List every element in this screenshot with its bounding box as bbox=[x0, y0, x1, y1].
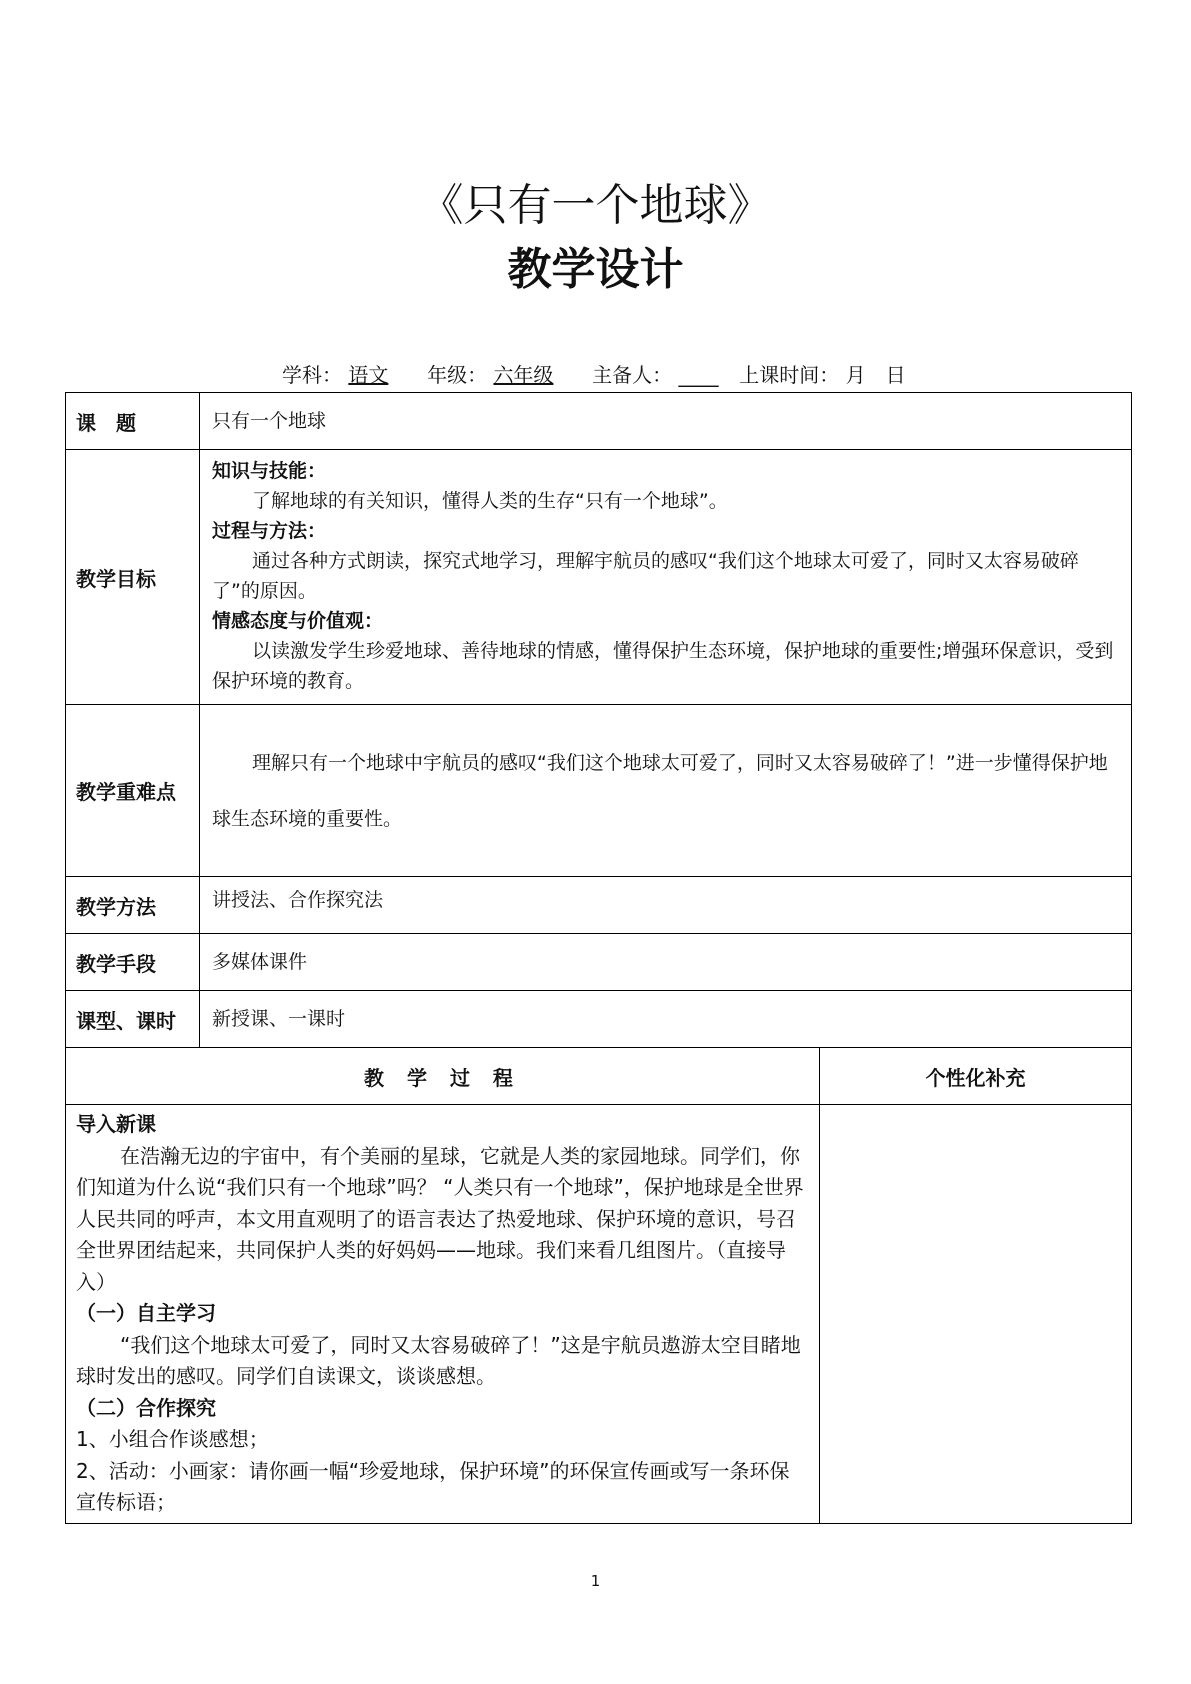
means-label: 教学手段 bbox=[66, 934, 200, 991]
meta-line bbox=[282, 361, 906, 389]
intro-title: 导入新课 bbox=[76, 1112, 156, 1136]
process-title: 过程与方法： bbox=[212, 520, 327, 542]
lesson-plan-table bbox=[65, 392, 1132, 1524]
coop-item-2: 2、活动：小画家：请你画一幅“珍爱地球，保护环境”的环保宣传画或写一条环保宣传标语； bbox=[76, 1458, 790, 1514]
supplement-header: 个性化补充 bbox=[820, 1048, 1132, 1105]
self-study-text: “我们这个地球太可爱了，同时又太容易破碎了！”这是宇航员遨游太空目睹地球时发出的感叹。同学们自读课文，谈谈感想。 bbox=[76, 1332, 801, 1388]
grade-value: 六年级 bbox=[493, 363, 554, 387]
process-header: 教 学 过 程 bbox=[66, 1048, 820, 1105]
coop-title: （二）合作探究 bbox=[76, 1395, 216, 1420]
topic-value: 只有一个地球 bbox=[200, 393, 1132, 450]
knowledge-text: 了解地球的有关知识，懂得人类的生存“只有一个地球”。 bbox=[252, 490, 728, 512]
preparer-value: ____ bbox=[678, 363, 719, 387]
subject-label: 学科： bbox=[282, 363, 342, 387]
grade-label: 年级： bbox=[427, 363, 488, 387]
subject-value: 语文 bbox=[348, 363, 389, 387]
knowledge-title: 知识与技能： bbox=[212, 460, 327, 482]
type-value: 新授课、一课时 bbox=[200, 991, 1132, 1048]
self-study-title: （一）自主学习 bbox=[76, 1301, 216, 1325]
row-process-body bbox=[66, 1105, 1132, 1524]
topic-label: 课 题 bbox=[66, 393, 200, 450]
method-value: 讲授法、合作探究法 bbox=[200, 877, 1132, 934]
time-value: 月 日 bbox=[845, 363, 906, 387]
page-number: 1 bbox=[590, 1572, 601, 1590]
row-topic bbox=[66, 393, 1132, 450]
supplement-cell bbox=[820, 1105, 1132, 1524]
key-points-label: 教学重难点 bbox=[66, 705, 200, 877]
document-title: 《只有一个地球》 bbox=[419, 180, 772, 231]
row-key-points bbox=[66, 705, 1132, 877]
intro-text: 在浩瀚无边的宇宙中，有个美丽的星球，它就是人类的家园地球。同学们，你们知道为什么说“我们只有一个地球”吗？ “人类只有一个地球”，保护地球是全世界人民共同的呼声，本文用直观明了的语言表达了热爱地球、保护环境的意识，号召全世界团结起来，共同保护人类的好妈妈——地球。我们来看几组图片。（直接导入） bbox=[76, 1143, 804, 1294]
method-label: 教学方法 bbox=[66, 877, 200, 934]
row-method bbox=[66, 877, 1132, 934]
time-label: 上课时间： bbox=[739, 363, 840, 387]
type-label: 课型、课时 bbox=[66, 991, 200, 1048]
means-value: 多媒体课件 bbox=[200, 934, 1132, 991]
document-subtitle: 教学设计 bbox=[507, 244, 684, 295]
row-means bbox=[66, 934, 1132, 991]
row-type bbox=[66, 991, 1132, 1048]
goals-content bbox=[200, 450, 1132, 705]
coop-item-1: 1、小组合作谈感想； bbox=[76, 1427, 269, 1451]
goals-label: 教学目标 bbox=[66, 450, 200, 705]
emotion-title: 情感态度与价值观： bbox=[212, 610, 384, 632]
row-process-header bbox=[66, 1048, 1132, 1105]
process-content bbox=[66, 1105, 820, 1524]
key-points-value: 理解只有一个地球中宇航员的感叹“我们这个地球太可爱了，同时又太容易破碎了！”进一步懂得保护地球生态环境的重要性。 bbox=[200, 705, 1132, 877]
emotion-text: 以读激发学生珍爱地球、善待地球的情感，懂得保护生态环境，保护地球的重要性;增强环保意识，受到保护环境的教育。 bbox=[212, 640, 1114, 692]
preparer-label: 主备人： bbox=[592, 363, 673, 387]
row-goals bbox=[66, 450, 1132, 705]
process-text: 通过各种方式朗读，探究式地学习，理解宇航员的感叹“我们这个地球太可爱了，同时又太容易破碎了”的原因。 bbox=[212, 550, 1079, 602]
